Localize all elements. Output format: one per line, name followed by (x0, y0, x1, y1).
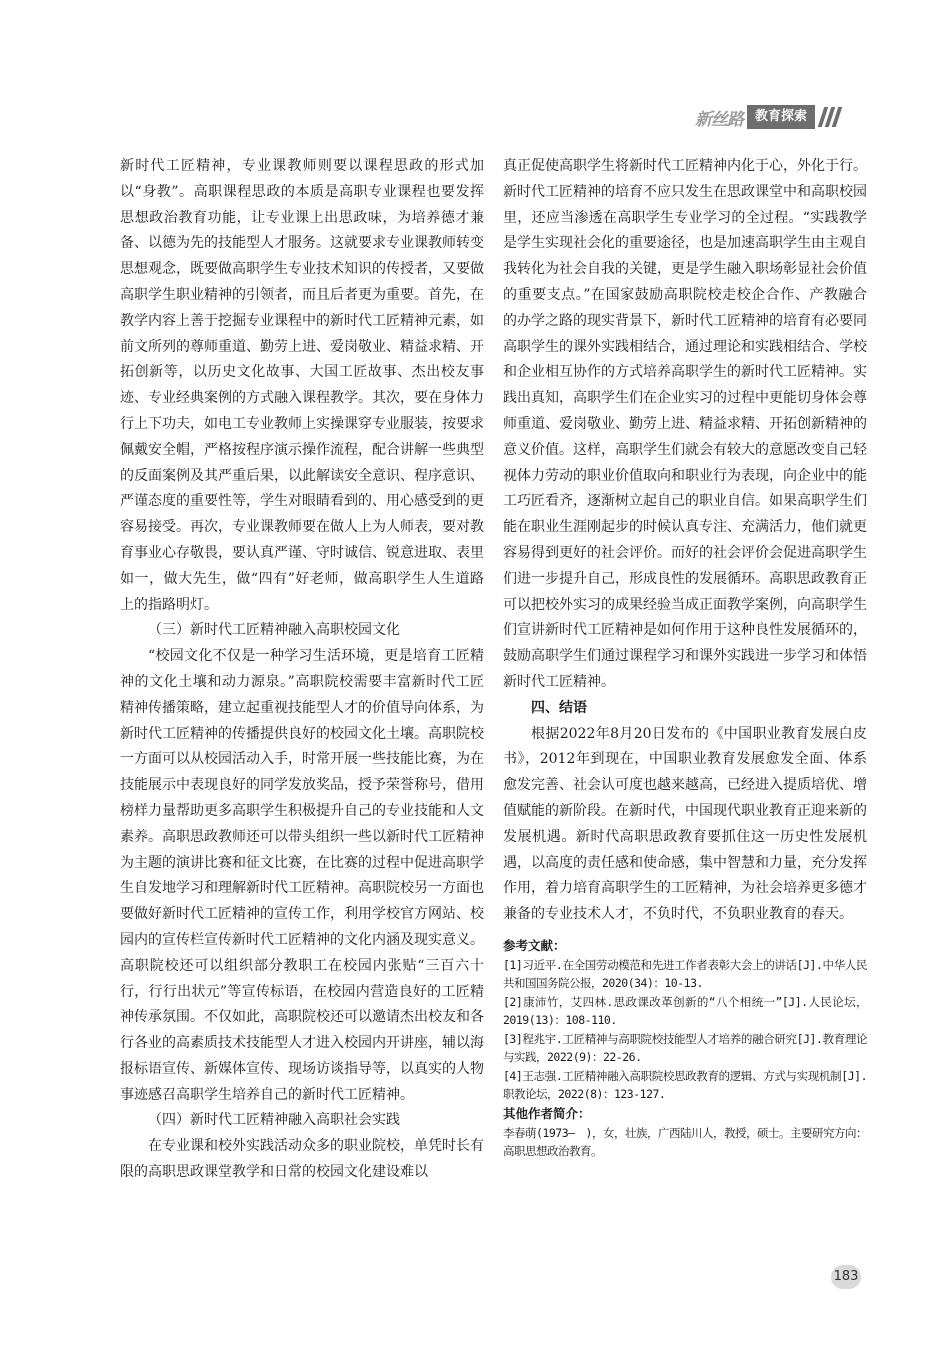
subsection-heading: （四）新时代工匠精神融入高职社会实践 (148, 1112, 400, 1129)
reference-item: [3]程兆宇.工匠精神与高职院校技能型人才培养的融合研究[J].教育理论与实践，2022(9)：22-26. (503, 1031, 867, 1065)
journal-logo: 新丝路 (695, 109, 743, 130)
section-heading: 四、结语 (531, 699, 587, 716)
left-column (120, 154, 484, 1186)
paragraph: 真正促使高职学生将新时代工匠精神内化于心，外化于行。新时代工匠精神的培育不应只发生在思政课堂中和高职校园里，还应当渗透在高职学生专业学习的全过程。“实践教学是学生实现社会化的重要途径，也是加速高职学生由主观自我转化为社会自我的关键，更是学生融入职场彰显社会价值的重要支点。”在国家鼓励高职院校走校企合作、产教融合的办学之路的现实背景下，新时代工匠精神的培育有必要同高职学生的课外实践相结合，通过理论和实践相结合、学校和企业相互协作的方式培养高职学生的新时代工匠精神。实践出真知，高职学生们在企业实习的过程中更能切身体会尊师重道、爱岗敬业、勤劳上进、精益求精、开拓创新精神的意义价值。这样，高职学生们就会有较大的意愿改变自己轻视体力劳动的职业价值取向和职业行为表现，向企业中的能工巧匠看齐，逐渐树立起自己的职业自信。如果高职学生们能在职业生涯刚起步的时候认真专注、充满活力，他们就更容易得到更好的社会评价。而好的社会评价会促进高职学生们进一步提升自己，形成良性的发展循环。高职思政教育正可以把校外实习的成果经验当成正面教学案例，向高职学生们宣讲新时代工匠精神是如何作用于这种良性发展循环的，鼓励高职学生们通过课程学习和课外实践进一步学习和体悟新时代工匠精神。 (503, 158, 867, 690)
reference-item: [4]王志强.工匠精神融入高职院校思政教育的逻辑、方式与实现机制[J].职教论坛，2022(8)：123-127. (503, 1068, 867, 1102)
references-title: 参考文献： (503, 937, 566, 953)
author-bio: 李春萌(1973— )，女，壮族，广西陆川人，教授，硕士。主要研究方向：高职思想政治教育。 (503, 1125, 867, 1159)
section-tag: 教育探索 (747, 105, 815, 129)
journal-header (695, 104, 839, 130)
paragraph: 新时代工匠精神，专业课教师则要以课程思政的形式加以“身教”。高职课程思政的本质是高职专业课程也要发挥思想政治教育功能，让专业课上出思政味，为培养德才兼备、以德为先的技能型人才服务。这就要求专业课教师转变思想观念，既要做高职学生专业技术知识的传授者，又要做高职学生职业精神的引领者，而且后者更为重要。首先，在教学内容上善于挖掘专业课程中的新时代工匠精神元素，如前文所列的尊师重道、勤劳上进、爱岗敬业、精益求精、开拓创新等，以历史文化故事、大国工匠故事、杰出校友事迹、专业经典案例的方式融入课程教学。其次，要在身体力行上下功夫，如电工专业教师上实操课穿专业服装，按要求佩戴安全帽，严格按程序演示操作流程，配合讲解一些典型的反面案例及其严重后果，以此解读安全意识、程序意识、严谨态度的重要性等，学生对眼睛看到的、用心感受到的更容易接受。再次，专业课教师要在做人上为人师表，要对教育事业心存敬畏，要认真严谨、守时诚信、锐意进取、表里如一，做大先生，做“四有”好老师，做高职学生人生道路上的指路明灯。 (120, 158, 484, 613)
paragraph: 在专业课和校外实践活动众多的职业院校，单凭时长有限的高职思政课堂教学和日常的校园文化建设难以 (120, 1138, 484, 1181)
subsection-heading: （三）新时代工匠精神融入高职校园文化 (148, 622, 400, 639)
right-column (503, 154, 867, 1161)
slash-decoration (818, 107, 839, 127)
paragraph: “校园文化不仅是一种学习生活环境，更是培育工匠精神的文化土壤和动力源泉。”高职院校需要丰富新时代工匠精神传播策略，建立起重视技能型人才的价值导向体系，为新时代工匠精神的传播提供良好的校园文化土壤。高职院校一方面可以从校园活动入手，时常开展一些技能比赛，为在技能展示中表现良好的同学发放奖品，授予荣誉称号，借用榜样力量帮助更多高职学生积极提升自己的专业技能和人文素养。高职思政教师还可以带头组织一些以新时代工匠精神为主题的演讲比赛和征文比赛，在比赛的过程中促进高职学生自发地学习和理解新时代工匠精神。高职院校另一方面也要做好新时代工匠精神的宣传工作，利用学校官方网站、校园内的宣传栏宣传新时代工匠精神的文化内涵及现实意义。高职院校还可以组织部分教职工在校园内张贴“三百六十行，行行出状元”等宣传标语，在校园内营造良好的工匠精神传承氛围。不仅如此，高职院校还可以邀请杰出校友和各行各业的高素质技术技能型人才进入校园内开讲座，辅以海报标语宣传、新媒体宣传、现场访谈指导等，以真实的人物事迹感召高职学生培养自己的新时代工匠精神。 (120, 648, 484, 1103)
paragraph: 根据2022年8月20日发布的《中国职业教育发展白皮书》，2012年到现在，中国职业教育发展愈发全面、体系愈发完善、社会认可度也越来越高，已经进入提质培优、增值赋能的新阶段。在新时代，中国现代职业教育正迎来新的发展机遇。新时代高职思政教育要抓住这一历史性发展机遇，以高度的责任感和使命感，集中智慧和力量，充分发挥作用，着力培育高职学生的工匠精神，为社会培养更多德才兼备的专业技术人才，不负时代，不负职业教育的春天。 (503, 725, 867, 923)
reference-item: [1]习近平.在全国劳动模范和先进工作者表彰大会上的讲话[J].中华人民共和国国务院公报，2020(34)：10-13. (503, 957, 867, 991)
authors-title: 其他作者简介： (503, 1105, 591, 1121)
references (503, 936, 867, 1161)
page-number: 183 (831, 1265, 861, 1289)
reference-item: [2]康沛竹，艾四林.思政课改革创新的“八个相统一”[J].人民论坛，2019(13)：108-110. (503, 994, 867, 1028)
